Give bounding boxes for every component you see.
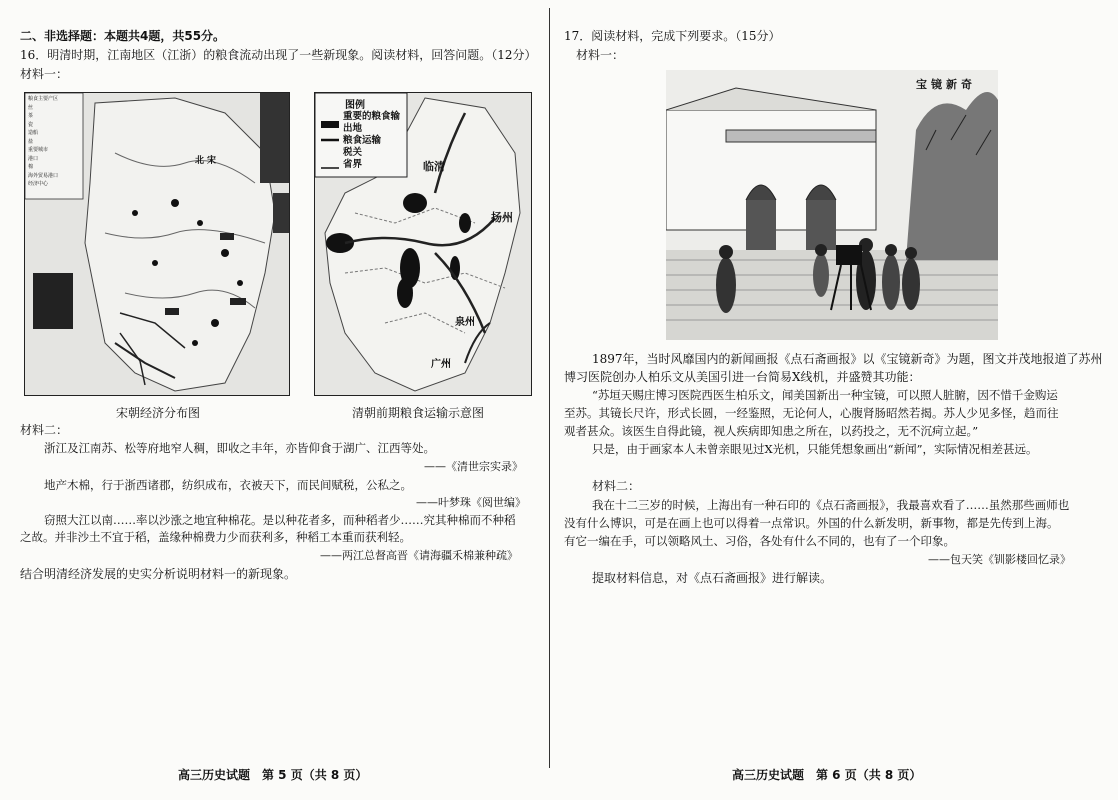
page-footer-right: 高三历史试题 第 6 页（共 8 页） xyxy=(732,768,922,782)
material2-label: 材料二： xyxy=(592,479,641,493)
left-page xyxy=(0,0,548,800)
quote1-line: 至苏。其镜长尺许，形式长圆，一经鉴照，无论何人，心腹肾肠昭然若揭。苏人少见多怪，趋而往 xyxy=(564,406,1059,420)
engraving-illustration xyxy=(666,70,998,340)
song-economy-map xyxy=(24,92,290,396)
legend-item: 港口 xyxy=(28,155,39,162)
map2-caption: 清朝前期粮食运输示意图 xyxy=(352,406,485,420)
quote-3-line: 之故。并非沙土不宜于稻，盖缘种棉费力少而获利多，种稻工本重而获利轻。 xyxy=(20,530,411,544)
legend-item: 海外贸易港口 xyxy=(28,172,59,179)
quote2-source: ——包天笑《钏影楼回忆录》 xyxy=(928,553,1071,566)
quote-1-line: 浙江及江南苏、松等府地窄人稠，即收之丰年，亦皆仰食于湖广、江西等处。 xyxy=(44,441,435,455)
legend-item: 丝 xyxy=(28,104,34,111)
map-label-guangzhou: 广州 xyxy=(431,359,451,370)
quote-2-source: ——叶梦珠《阅世编》 xyxy=(416,496,526,509)
map1-caption: 宋朝经济分布图 xyxy=(116,406,201,420)
q17-stem: 17．阅读材料，完成下列要求。（15分） xyxy=(564,29,781,43)
quote2-line: 没有什么博识，可是在画上也可以得着一点常识。外国的什么新发明，新事物，都是先传到上海。 xyxy=(564,516,1059,530)
paragraph-line: 博习医院创办人柏乐文从美国引进一台简易X线机，并盛赞其功能： xyxy=(564,370,921,384)
quote-3-source: ——两江总督高晋《请海疆禾棉兼种疏》 xyxy=(320,549,518,562)
legend-item: 税关 xyxy=(343,147,363,158)
page-divider xyxy=(549,8,550,768)
note-line: 只是，由于画家本人未曾亲眼见过X光机，只能凭想象画出“新闻”，实际情况相差甚远。 xyxy=(592,442,1038,456)
quote2-line: 有它一编在手，可以领略风土、习俗，各处有什么不同的，也有了一个印象。 xyxy=(564,534,955,548)
quote-3-line: 窃照大江以南……率以沙涨之地宜种棉花。是以种花者多，而种稻者少……究其种棉而不种稻 xyxy=(44,513,516,527)
legend-item: 重要城市 xyxy=(28,147,49,153)
map-label-yangzhou: 扬州 xyxy=(491,211,513,224)
material1-label: 材料一： xyxy=(576,48,625,62)
song-map-graphic xyxy=(25,93,289,395)
right-page xyxy=(552,0,1118,800)
page-footer-left: 高三历史试题 第 5 页（共 8 页） xyxy=(178,768,368,782)
qing-legend xyxy=(343,111,405,171)
engraving-graphic xyxy=(666,70,998,340)
q17-question: 提取材料信息，对《点石斋画报》进行解读。 xyxy=(592,571,833,585)
quote-2-line: 地产木棉，行于浙西诸郡，纺织成布，衣被天下，而民间赋税，公私之。 xyxy=(44,478,412,492)
legend-item: 粮食运输 xyxy=(343,135,382,146)
quote2-line: 我在十二三岁的时候，上海出有一种石印的《点石斋画报》，我最喜欢看了……虽然那些画师也 xyxy=(592,498,1070,512)
map-label-linqing: 临清 xyxy=(423,160,445,173)
map-label: 北 xyxy=(195,156,205,166)
legend-item: 经济中心 xyxy=(28,181,49,187)
qing-legend-title: 图例 xyxy=(345,100,365,111)
legend-item: 重要的粮食输出地 xyxy=(343,111,401,134)
legend-item: 茶 xyxy=(28,113,34,119)
legend-item: 造船 xyxy=(28,130,39,136)
q16-stem: 16．明清时期，江南地区（江浙）的粮食流动出现了一些新现象。阅读材料，回答问题。（12分） xyxy=(20,48,537,62)
q16-question: 结合明清经济发展的史实分析说明材料一的新现象。 xyxy=(20,567,297,581)
map-label: 宋 xyxy=(207,156,217,166)
material1-label: 材料一： xyxy=(20,67,69,81)
engraving-title: 宝镜新奇 xyxy=(916,78,976,91)
section-heading: 二、非选择题：本题共4题，共55分。 xyxy=(20,29,226,43)
material2-label: 材料二： xyxy=(20,423,69,437)
qing-grain-map xyxy=(314,92,532,396)
legend-item: 棉 xyxy=(28,164,34,170)
legend-item: 粮食主要产区 xyxy=(28,96,59,102)
quote1-line: “苏垣天赐庄博习医院西医生柏乐文，闻美国新出一种宝镜，可以照人脏腑，因不惜千金购运 xyxy=(592,388,1058,402)
song-map-legend xyxy=(28,95,58,189)
quote1-line: 观者甚众。该医生自得此镜，视人疾病即知患之所在，以药投之，无不沉疴立起。” xyxy=(564,424,979,438)
map-label-quanzhou: 泉州 xyxy=(455,317,475,328)
legend-item: 省界 xyxy=(343,159,363,170)
legend-item: 瓷 xyxy=(28,121,34,128)
legend-item: 盐 xyxy=(28,138,34,145)
paragraph-line: 1897年，当时风靡国内的新闻画报《点石斋画报》以《宝镜新奇》为题，图文并茂地报道了苏州 xyxy=(592,352,1103,366)
quote-1-source: ——《清世宗实录》 xyxy=(424,460,523,473)
